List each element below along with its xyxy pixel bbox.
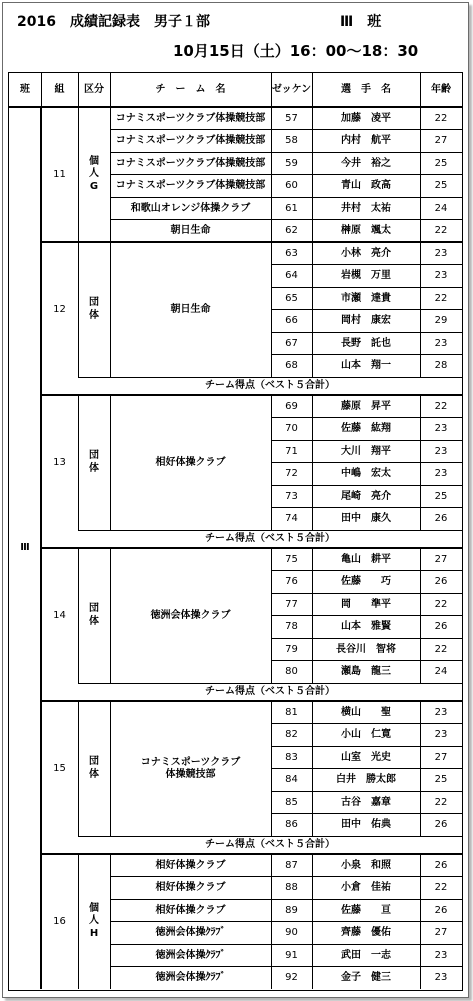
athlete-age: 22 <box>434 643 448 655</box>
column-header-han: 班 <box>20 84 30 96</box>
table-rule <box>271 309 462 310</box>
table-rule <box>271 593 462 594</box>
athlete-name: 加藤 凌平 <box>341 112 391 124</box>
athlete-name: 白井 勝太郎 <box>336 774 396 785</box>
athlete-age: 23 <box>434 949 448 961</box>
table-rule <box>271 332 462 333</box>
table-rule <box>271 701 272 836</box>
kubun-char: 団 <box>89 756 99 767</box>
table-rule <box>420 701 421 836</box>
athlete-bib: 86 <box>285 819 298 830</box>
athlete-age: 26 <box>434 621 448 632</box>
table-rule <box>271 507 462 508</box>
table-rule <box>271 723 462 724</box>
athlete-name: 佐藤 紘翔 <box>341 423 391 434</box>
group-kubun <box>78 548 110 683</box>
athlete-bib: 77 <box>285 598 298 610</box>
table-rule <box>312 73 313 107</box>
athlete-bib: 70 <box>285 423 298 434</box>
group-kubun-text <box>89 603 99 628</box>
athlete-age: 24 <box>434 202 448 214</box>
column-header-bib: ゼッケン <box>271 84 312 96</box>
table-rule <box>271 264 462 265</box>
athlete-bib: 92 <box>285 972 298 983</box>
table-rule <box>271 791 462 792</box>
group-kubun <box>78 854 110 989</box>
athlete-bib: 58 <box>285 135 298 146</box>
athlete-team: 朝日生命 <box>170 225 211 236</box>
table-rule <box>271 73 272 107</box>
group-kubun-text <box>89 297 99 322</box>
kubun-char: 体 <box>89 768 99 780</box>
table-rule <box>110 701 111 836</box>
athlete-bib: 83 <box>285 751 298 763</box>
athlete-team: 徳洲会体操ｸﾗﾌﾞ <box>155 972 226 983</box>
table-rule <box>312 107 313 242</box>
athlete-age: 22 <box>434 598 448 610</box>
athlete-bib: 87 <box>285 859 298 871</box>
athlete-name: 武田 一志 <box>341 949 391 961</box>
athlete-bib: 62 <box>285 225 298 236</box>
table-rule <box>110 899 462 900</box>
athlete-bib: 74 <box>285 513 298 524</box>
athlete-age: 26 <box>434 904 448 916</box>
table-rule <box>110 854 111 989</box>
group-kubun <box>78 107 110 242</box>
athlete-name: 山室 光史 <box>341 751 391 763</box>
team-name: 徳洲会体操クラブ <box>150 609 231 621</box>
athlete-age: 23 <box>434 423 448 434</box>
group-kumi: 11 <box>53 168 66 180</box>
table-rule <box>41 73 42 107</box>
athlete-age: 25 <box>434 180 448 191</box>
athlete-name: 横山 聖 <box>341 706 391 718</box>
han-value: Ⅲ <box>20 542 30 554</box>
table-rule <box>271 287 462 288</box>
athlete-name: 長谷川 智将 <box>336 643 396 655</box>
athlete-age: 23 <box>434 247 448 259</box>
athlete-bib: 59 <box>285 157 298 169</box>
athlete-bib: 84 <box>285 774 298 785</box>
kubun-char: 団 <box>89 450 99 461</box>
athlete-name: 山本 翔一 <box>341 360 391 371</box>
athlete-age: 26 <box>434 576 448 587</box>
table-rule <box>271 440 462 441</box>
athlete-bib: 75 <box>285 553 298 565</box>
table-rule <box>78 854 79 989</box>
table-rule <box>110 548 111 683</box>
table-rule <box>271 746 462 747</box>
athlete-name: 田中 佑典 <box>341 819 391 830</box>
athlete-age: 23 <box>434 468 448 479</box>
athlete-bib: 64 <box>285 270 298 281</box>
group-kumi: 14 <box>53 609 66 621</box>
group-kumi: 13 <box>53 456 66 468</box>
table-rule <box>110 966 462 967</box>
athlete-age: 23 <box>434 706 448 718</box>
table-rule <box>312 854 313 989</box>
document-title: 2016 成績記録表 男子１部 <box>17 14 210 30</box>
session-time: 10月15日（土）16：00～18：30 <box>173 42 419 60</box>
athlete-age: 29 <box>434 315 448 326</box>
table-rule <box>420 548 421 683</box>
group-kubun-text <box>89 450 99 475</box>
athlete-bib: 88 <box>285 882 298 893</box>
kubun-char: 人 <box>89 915 99 927</box>
table-rule <box>271 417 462 418</box>
table-rule <box>110 129 462 130</box>
group-kubun <box>78 242 110 377</box>
athlete-age: 26 <box>434 513 448 524</box>
table-rule <box>420 73 421 107</box>
group-kumi: 12 <box>53 303 66 315</box>
table-rule <box>110 107 111 242</box>
table-rule <box>312 701 313 836</box>
group-label: Ⅲ 班 <box>340 14 382 30</box>
table-rule <box>271 395 272 530</box>
athlete-name: 金子 健三 <box>341 972 391 983</box>
kubun-char: 体 <box>89 309 99 321</box>
athlete-bib: 72 <box>285 468 298 479</box>
table-rule <box>271 485 462 486</box>
athlete-team: 相好体操クラブ <box>155 859 226 871</box>
athlete-name: 尾崎 亮介 <box>341 490 391 502</box>
athlete-team: 相好体操クラブ <box>155 882 226 893</box>
group-kubun-text <box>89 903 99 941</box>
athlete-bib: 69 <box>285 400 298 412</box>
athlete-name: 岡村 康宏 <box>341 315 391 326</box>
athlete-team: 和歌山オレンジ体操クラブ <box>130 202 251 214</box>
team-name: 相好体操クラブ <box>155 456 226 468</box>
table-rule <box>110 242 111 377</box>
athlete-bib: 66 <box>285 315 298 326</box>
table-rule <box>271 854 272 989</box>
athlete-name: 佐藤 亘 <box>341 904 391 916</box>
athlete-name: 青山 政高 <box>341 180 391 191</box>
kubun-char: 個 <box>89 155 99 167</box>
column-header-team: チ ー ム 名 <box>155 84 226 96</box>
athlete-age: 27 <box>434 751 448 763</box>
kubun-char: 団 <box>89 297 99 308</box>
table-rule <box>271 813 462 814</box>
athlete-name: 齊藤 優佑 <box>341 927 391 938</box>
athlete-name: 市瀬 達貴 <box>341 292 391 304</box>
table-rule <box>110 174 462 175</box>
table-rule <box>271 354 462 355</box>
athlete-team: コナミスポーツクラブ体操競技部 <box>115 112 266 124</box>
athlete-team: 徳洲会体操ｸﾗﾌﾞ <box>155 949 226 961</box>
athlete-name: 小倉 佳祐 <box>341 882 391 893</box>
athlete-age: 26 <box>434 819 448 830</box>
athlete-age: 23 <box>434 972 448 983</box>
athlete-name: 長野 託也 <box>341 337 391 349</box>
athlete-bib: 85 <box>285 796 298 808</box>
athlete-bib: 76 <box>285 576 298 587</box>
athlete-bib: 73 <box>285 490 298 502</box>
athlete-bib: 68 <box>285 360 298 371</box>
table-rule <box>271 107 272 242</box>
athlete-bib: 78 <box>285 621 298 632</box>
table-rule <box>110 876 462 877</box>
athlete-name: 佐藤 巧 <box>341 576 391 587</box>
column-header-kumi: 組 <box>54 84 65 96</box>
team-name: コナミスポーツクラブ 体操競技部 <box>140 757 241 780</box>
table-rule <box>271 660 462 661</box>
table-rule <box>420 395 421 530</box>
column-header-kubun: 区分 <box>84 84 104 96</box>
athlete-age: 26 <box>434 859 448 871</box>
kubun-char: 体 <box>89 462 99 474</box>
group-kubun-text <box>89 156 99 194</box>
athlete-age: 27 <box>434 553 448 565</box>
table-rule <box>78 107 79 242</box>
table-rule <box>110 219 462 220</box>
athlete-bib: 79 <box>285 643 298 655</box>
team-subtotal-label: チーム得点（ベスト５合計） <box>205 686 335 698</box>
athlete-name: 瀬島 龍三 <box>341 666 391 677</box>
athlete-bib: 91 <box>285 949 298 961</box>
athlete-name: 榊原 颯太 <box>341 225 391 236</box>
athlete-bib: 80 <box>285 666 298 677</box>
athlete-age: 22 <box>434 400 448 412</box>
athlete-age: 27 <box>434 927 448 938</box>
kubun-char: 団 <box>89 603 99 614</box>
athlete-bib: 89 <box>285 904 298 916</box>
table-rule <box>312 548 313 683</box>
athlete-bib: 82 <box>285 729 298 740</box>
group-kubun-text <box>89 756 99 781</box>
athlete-age: 25 <box>434 490 448 502</box>
athlete-bib: 81 <box>285 706 298 718</box>
athlete-bib: 90 <box>285 927 298 938</box>
athlete-age: 22 <box>434 112 448 124</box>
table-rule <box>78 395 79 530</box>
column-header-name: 選 手 名 <box>341 84 391 96</box>
athlete-name: 井村 太祐 <box>341 202 391 214</box>
column-header-age: 年齢 <box>431 84 451 96</box>
athlete-name: 岡 準平 <box>341 598 391 610</box>
table-rule <box>110 944 462 945</box>
athlete-name: 内村 航平 <box>341 135 391 146</box>
table-rule <box>110 921 462 922</box>
team-subtotal-label: チーム得点（ベスト５合計） <box>205 380 335 392</box>
table-rule <box>271 768 462 769</box>
athlete-team: コナミスポーツクラブ体操競技部 <box>115 157 266 169</box>
roster-table <box>8 72 463 991</box>
table-rule <box>78 548 79 683</box>
kubun-char: 体 <box>89 615 99 627</box>
table-rule <box>420 107 421 242</box>
athlete-bib: 67 <box>285 337 298 349</box>
athlete-age: 24 <box>434 666 448 677</box>
athlete-team: コナミスポーツクラブ体操競技部 <box>115 135 266 146</box>
athlete-name: 岩槻 万里 <box>341 270 391 281</box>
athlete-name: 小山 仁寛 <box>341 729 391 740</box>
athlete-name: 大川 翔平 <box>341 445 391 457</box>
athlete-name: 古谷 嘉章 <box>341 796 391 808</box>
athlete-age: 22 <box>434 292 448 304</box>
athlete-name: 中嶋 宏太 <box>341 468 391 479</box>
athlete-name: 亀山 耕平 <box>341 553 391 565</box>
athlete-age: 23 <box>434 729 448 740</box>
table-rule <box>271 548 272 683</box>
table-rule <box>110 197 462 198</box>
athlete-team: 徳洲会体操ｸﾗﾌﾞ <box>155 927 226 938</box>
athlete-name: 藤原 昇平 <box>341 400 391 412</box>
athlete-bib: 60 <box>285 180 298 191</box>
athlete-age: 23 <box>434 445 448 457</box>
table-rule <box>271 570 462 571</box>
table-rule <box>78 701 79 836</box>
group-kubun <box>78 395 110 530</box>
athlete-name: 小林 亮介 <box>341 247 391 259</box>
table-rule <box>420 854 421 989</box>
table-rule <box>271 462 462 463</box>
athlete-name: 今井 裕之 <box>341 157 391 169</box>
table-rule <box>78 242 79 377</box>
team-subtotal-label: チーム得点（ベスト５合計） <box>205 533 335 545</box>
table-rule <box>271 638 462 639</box>
athlete-name: 山本 雅賢 <box>341 621 391 632</box>
athlete-age: 22 <box>434 225 448 236</box>
kubun-char: 人 <box>89 168 99 180</box>
table-rule <box>110 73 111 107</box>
group-kubun <box>78 701 110 836</box>
athlete-age: 27 <box>434 135 448 146</box>
kubun-char: H <box>89 927 99 939</box>
table-rule <box>110 395 111 530</box>
athlete-age: 25 <box>434 157 448 169</box>
athlete-age: 23 <box>434 337 448 349</box>
table-rule <box>78 73 79 107</box>
athlete-age: 28 <box>434 360 448 371</box>
athlete-bib: 65 <box>285 292 298 304</box>
athlete-name: 田中 康久 <box>341 513 391 524</box>
table-rule <box>110 152 462 153</box>
table-rule <box>271 615 462 616</box>
group-kumi: 15 <box>53 762 66 774</box>
athlete-team: コナミスポーツクラブ体操競技部 <box>115 180 266 191</box>
athlete-age: 23 <box>434 270 448 281</box>
table-rule <box>312 395 313 530</box>
athlete-bib: 57 <box>285 112 298 124</box>
athlete-bib: 61 <box>285 202 298 214</box>
table-rule <box>312 242 313 377</box>
team-subtotal-label: チーム得点（ベスト５合計） <box>205 839 335 851</box>
table-rule <box>271 242 272 377</box>
table-rule <box>420 242 421 377</box>
athlete-name: 小泉 和照 <box>341 859 391 871</box>
kubun-char: G <box>89 180 99 192</box>
kubun-char: 個 <box>89 902 99 914</box>
athlete-age: 22 <box>434 882 448 893</box>
athlete-bib: 71 <box>285 445 298 457</box>
team-name: 朝日生命 <box>170 303 211 315</box>
group-kumi: 16 <box>53 915 66 927</box>
athlete-bib: 63 <box>285 247 298 259</box>
athlete-age: 25 <box>434 774 448 785</box>
athlete-age: 22 <box>434 796 448 808</box>
athlete-team: 相好体操クラブ <box>155 904 226 916</box>
